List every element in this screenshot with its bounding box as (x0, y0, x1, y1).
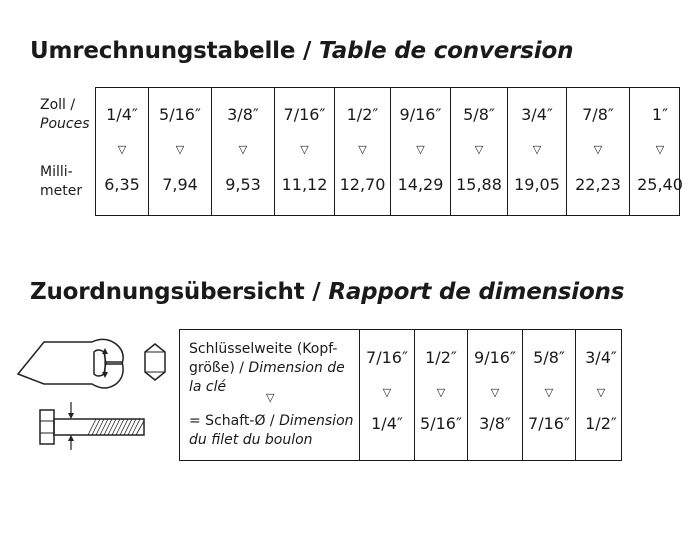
mm-value: 11,12 (281, 175, 328, 194)
mapping-column (575, 330, 626, 460)
conversion-column (450, 88, 507, 215)
conversion-column (96, 88, 148, 215)
key-size-value: 3/4″ (585, 348, 617, 367)
down-triangle-icon: ▽ (382, 386, 392, 399)
mapping-column (522, 330, 575, 460)
down-triangle-icon: ▽ (416, 143, 425, 156)
mm-label-1: Milli- (40, 164, 73, 180)
mapping-column (467, 330, 522, 460)
down-triangle-icon: ▽ (544, 386, 554, 399)
conversion-column (274, 88, 334, 215)
down-triangle-icon: ▽ (532, 143, 542, 156)
conversion-title (30, 38, 573, 64)
inch-value: 5/16″ (159, 105, 201, 124)
inch-value: 1/4″ (106, 105, 138, 124)
down-triangle-icon: ▽ (596, 386, 606, 399)
shaft-size-label-de: = Schaft-Ø / (189, 413, 275, 429)
mapping-title-fr: Rapport de dimensions (328, 279, 625, 305)
shaft-size-label-fr: Dimension du filet du boulon (189, 413, 354, 448)
key-size-value: 5/8″ (533, 348, 565, 367)
down-triangle-icon: ▽ (175, 143, 185, 156)
mm-value: 15,88 (456, 175, 502, 194)
down-triangle-icon: ▽ (593, 143, 603, 156)
conversion-column (148, 88, 211, 215)
conversion-column (334, 88, 390, 215)
down-triangle-icon: ▽ (266, 391, 275, 404)
shaft-size-value: 5/16″ (420, 414, 462, 433)
down-triangle-icon: ▽ (117, 143, 127, 156)
key-size-value: 1/2″ (425, 348, 457, 367)
inch-value: 1″ (651, 105, 669, 124)
conversion-title-fr: Table de conversion (319, 38, 574, 64)
shaft-size-value: 7/16″ (528, 414, 570, 433)
inch-row-label (40, 96, 90, 134)
hex-nut-icon (145, 344, 165, 380)
mm-value: 14,29 (397, 175, 444, 194)
mm-value: 12,70 (339, 175, 386, 194)
inch-value: 9/16″ (399, 105, 442, 124)
conversion-column (566, 88, 629, 215)
mm-value: 9,53 (225, 175, 261, 194)
conversion-column (507, 88, 566, 215)
conversion-column (390, 88, 450, 215)
key-size-value: 7/16″ (366, 348, 408, 367)
wrench-bolt-illustration (10, 322, 170, 452)
mm-label-2: meter (40, 183, 83, 199)
mm-value: 7,94 (162, 175, 198, 194)
inch-value: 5/8″ (463, 105, 495, 124)
mapping-column (414, 330, 467, 460)
down-triangle-icon: ▽ (300, 143, 309, 156)
inch-value: 3/8″ (227, 105, 259, 124)
inch-label-de: Zoll / (40, 97, 76, 113)
inch-label-fr: Pouces (40, 116, 90, 132)
down-triangle-icon: ▽ (474, 143, 484, 156)
down-triangle-icon: ▽ (436, 386, 446, 399)
down-triangle-icon: ▽ (490, 386, 500, 399)
mm-value: 25,40 (637, 175, 683, 194)
mapping-title (30, 279, 624, 305)
wrench-icon (18, 339, 123, 388)
key-size-label-fr: Dimension de la clé (189, 360, 345, 395)
shaft-size-label (189, 412, 357, 450)
conversion-title-de: Umrechnungstabelle / (30, 38, 312, 64)
key-size-label-de: Schlüsselweite (Kopf-größe) / (189, 341, 338, 376)
inch-value: 1/2″ (346, 105, 379, 124)
mm-value: 6,35 (104, 175, 140, 194)
key-size-value: 9/16″ (474, 348, 516, 367)
inch-value: 3/4″ (521, 105, 553, 124)
shaft-size-value: 1/4″ (371, 414, 403, 433)
conversion-column (211, 88, 274, 215)
mapping-table (179, 329, 622, 461)
mapping-title-de: Zuordnungsübersicht / (30, 279, 321, 305)
conversion-table (95, 87, 683, 216)
shaft-size-value: 3/8″ (479, 414, 511, 433)
bolt-icon (40, 402, 144, 450)
mapping-description-cell (180, 330, 359, 460)
down-triangle-icon: ▽ (238, 143, 248, 156)
mm-row-label (40, 163, 82, 201)
mm-value: 22,23 (575, 175, 621, 194)
down-triangle-icon: ▽ (358, 143, 367, 156)
inch-value: 7/8″ (582, 105, 614, 124)
mapping-column (359, 330, 414, 460)
inch-value: 7/16″ (283, 105, 326, 124)
shaft-size-value: 1/2″ (585, 414, 617, 433)
conversion-column (629, 88, 690, 215)
down-triangle-icon: ▽ (655, 143, 665, 156)
mm-value: 19,05 (514, 175, 560, 194)
